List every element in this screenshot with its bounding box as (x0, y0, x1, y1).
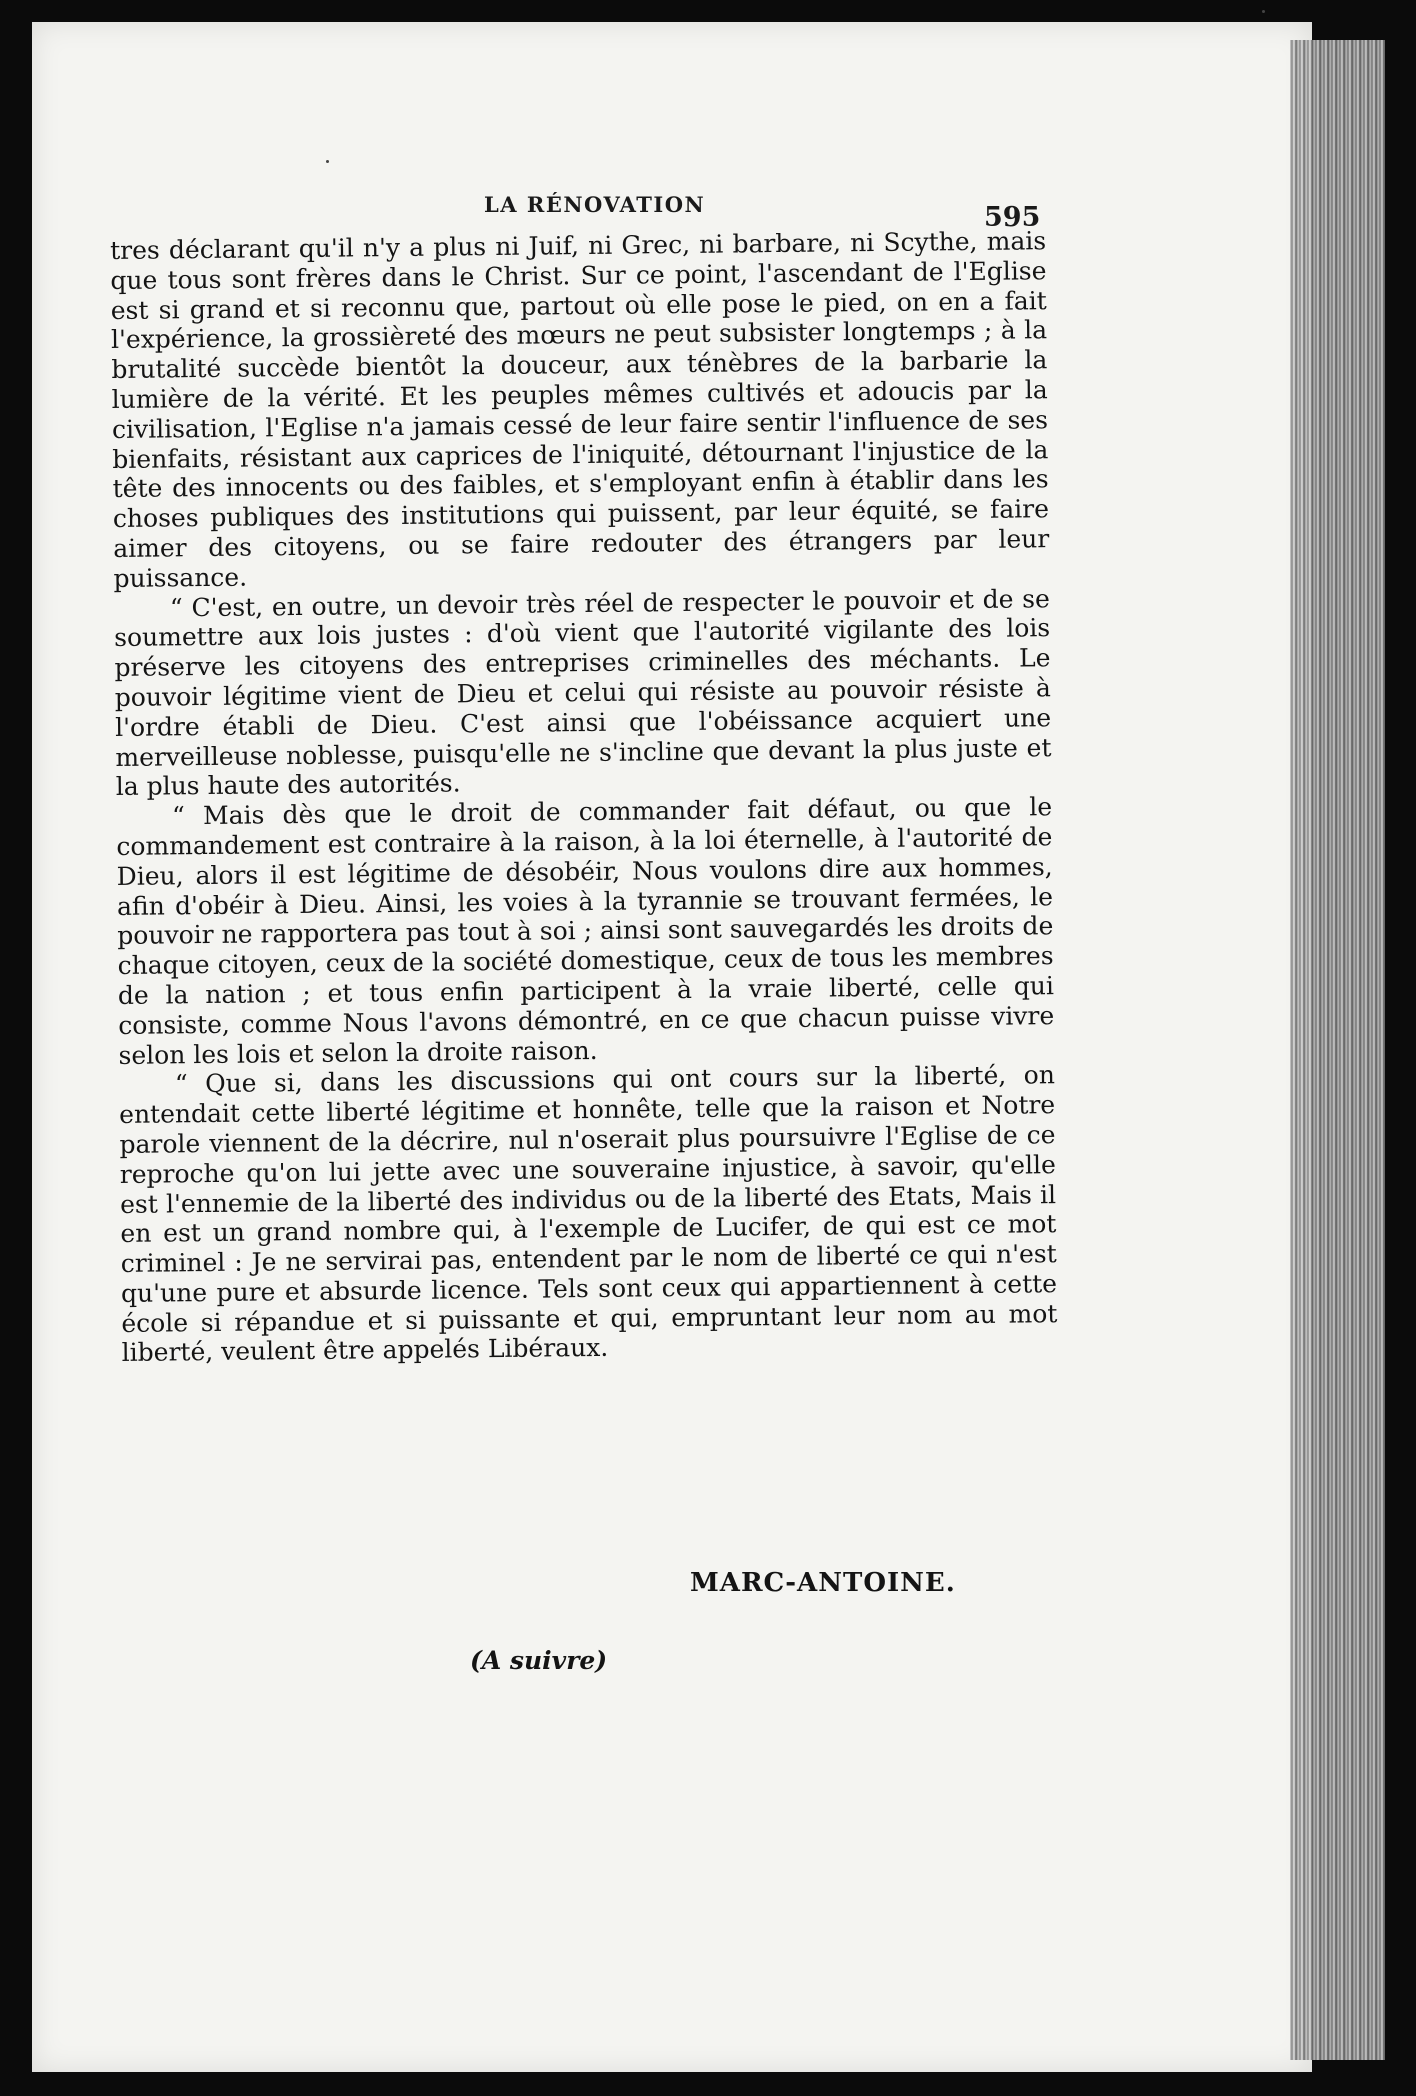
ink-speck (326, 160, 329, 163)
paragraph: “ Mais dès que le droit de commander fait défaut, ou que le commandement est contraire à la raison, à la loi éternelle, à l'autorité de Dieu, alors il est légitime de désobéir, Nous voulons dire aux hommes, afin d'obéir à Dieu. Ainsi, les voies à la tyrannie se trouvant fermées, le pouvoir ne rapportera pas tout à soi ; ainsi sont sauvegardés les droits de chaque citoyen, ceux de la société domestique, ceux de tous les membres de la nation ; et tous enfin participent à la vraie liberté, celle qui consiste, comme Nous l'avons démontré, en ce que chacun puisse vivre selon les lois et selon la droite raison. (116, 792, 1055, 1070)
paragraph: tres déclarant qu'il n'y a plus ni Juif, ni Grec, ni barbare, ni Scythe, mais que tous sont frères dans le Christ. Sur ce point, l'ascendant de l'Eglise est si grand et si reconnu que, partout où elle pose le pied, on en a fait l'expérience, la grossièreté des mœurs ne peut subsister longtemps ; à la brutalité succède bientôt la douceur, aux ténèbres de la barbarie la lumière de la vérité. Et les peuples mêmes cultivés et adoucis par la civilisation, l'Eglise n'a jamais cessé de leur faire sentir l'influence de ses bienfaits, résistant aux caprices de l'iniquité, détournant l'injustice de la tête des innocents ou des faibles, et s'employant enfin à établir dans les choses publiques des institutions qui puissent, par leur équité, se faire aimer des citoyens, ou se faire redouter des étrangers par leur puissance. (110, 226, 1050, 593)
ink-speck (1262, 10, 1265, 13)
body-text (110, 226, 1058, 1368)
running-title: LA RÉNOVATION (484, 192, 706, 217)
paragraph: “ C'est, en outre, un devoir très réel de respecter le pouvoir et de se soumettre aux lois justes : d'où vient que l'autorité vigilante des lois préserve les citoyens des entreprises criminelles des méchants. Le pouvoir légitime vient de Dieu et celui qui résiste au pouvoir résiste à l'ordre établi de Dieu. C'est ainsi que l'obéissance acquiert une merveilleuse noblesse, puisqu'elle ne s'incline que devant la plus juste et la plus haute des autorités. (114, 583, 1052, 802)
page-edges-stack (1290, 40, 1385, 2060)
author-signature: MARC-ANTOINE. (690, 1568, 956, 1598)
paragraph: “ Que si, dans les discussions qui ont cours sur la liberté, on entendait cette liberté légitime et honnête, telle que la raison et Notre parole viennent de la décrire, nul n'oserait plus poursuivre l'Eglise de ce reproche qu'on lui jette avec une souveraine injustice, à savoir, qu'elle est l'ennemie de la liberté des individus ou de la liberté des Etats, Mais il en est un grand nombre qui, à l'exemple de Lucifer, de qui est ce mot criminel : Je ne servirai pas, entendent par le nom de liberté ce qui n'est qu'une pure et absurde licence. Tels sont ceux qui appartiennent à cette école si répandue et si puissante et qui, empruntant leur nom au mot liberté, veulent être appelés Libéraux. (119, 1060, 1058, 1368)
to-be-continued: (A suivre) (470, 1646, 608, 1675)
page-number: 595 (984, 202, 1041, 233)
